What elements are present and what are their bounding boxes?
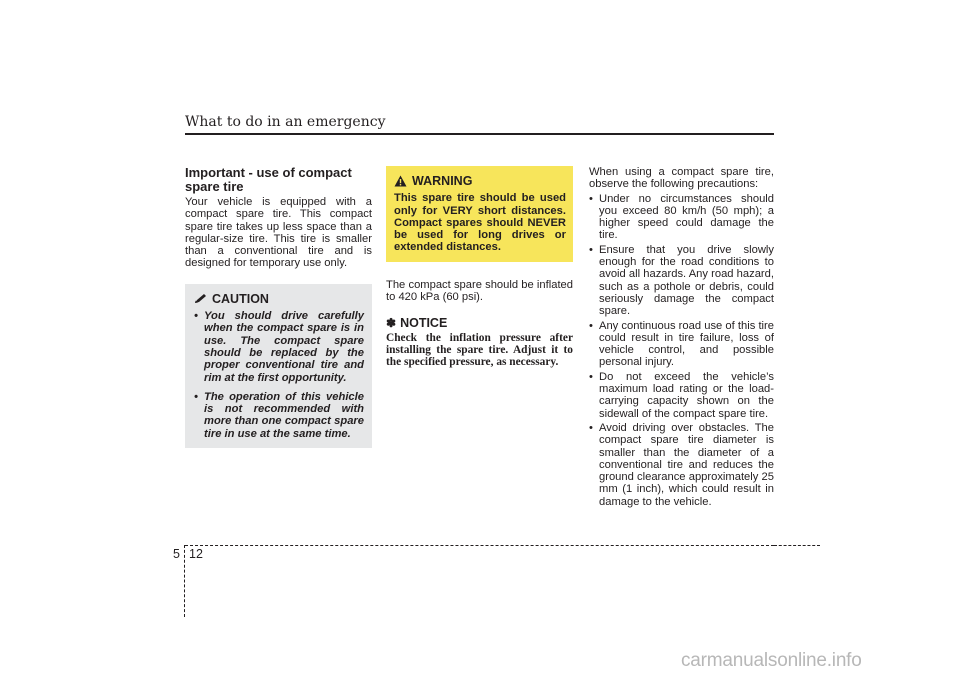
caution-box [185,284,372,448]
precaution-item: • Do not exceed the vehicle’s maximum load rating or the load-carrying capacity shown on the sidewall of the compact spare tire. [589,371,774,420]
chapter-number: 5 [173,547,180,561]
footer-vertical-rule [184,545,185,617]
notice-title [386,317,573,329]
caution-item: • The operation of this vehicle is not recommended with more than one compact spare tire in use at the same time. [194,391,364,440]
caution-label: CAUTION [212,291,269,306]
precaution-item: • Ensure that you drive slowly enough for the road conditions to avoid all hazards. Any road hazard, such as a pothole or debris, could seriously damage the compact spare. [589,244,774,318]
precaution-item: • Avoid driving over obstacles. The compact spare tire diameter is smaller than the diameter of a conventional tire and reduces the ground clearance approximately 25 mm (1 inch), which could result in damage to the vehicle. [589,422,774,508]
pencil-icon [194,293,207,304]
section-title: What to do in an emergency [185,114,386,130]
warning-text: This spare tire should be used only for VERY short distances. Compact spares should NEVER be used for long drives or extended distances. [394,192,566,254]
precautions-intro: When using a compact spare tire, observe the following precautions: [589,166,774,191]
asterisk-icon: ✽ [386,316,397,331]
intro-paragraph: Your vehicle is equipped with a compact spare tire. This compact spare tire takes up less space than a regular-size tire. This tire is smaller than a conventional tire and is designed for temporary use only. [185,196,372,270]
warning-label: WARNING [412,174,473,188]
warning-triangle-icon [394,175,407,187]
notice-text: Check the inflation pressure after installing the spare tire. Adjust it to the specified pressure, as necessary. [386,331,573,369]
page-number: 12 [189,547,203,561]
column-3 [589,166,774,508]
header-rule [185,133,774,135]
caution-item: • You should drive carefully when the compact spare is in use. The compact spare should be replaced by the proper conventional tire and rim at the first opportunity. [194,310,364,384]
precautions-list [589,193,774,508]
footer-rule [185,545,774,546]
topic-heading: Important - use of compact spare tire [185,165,352,194]
caution-list [194,310,364,440]
precaution-item: • Any continuous road use of this tire could result in tire failure, loss of vehicle control, and possible personal injury. [589,320,774,369]
precaution-item: • Under no circumstances should you exceed 80 km/h (50 mph); a higher speed could damage the tire. [589,193,774,242]
footer-rule-extension [774,545,820,546]
watermark: carmanualsonline.info [681,650,862,671]
warning-title [394,175,566,187]
column-1 [185,166,372,448]
warning-box [386,166,573,262]
notice-label: NOTICE [400,316,448,331]
caution-title [194,293,364,305]
column-2 [386,166,573,369]
inflation-paragraph: The compact spare should be inflated to 420 kPa (60 psi). [386,278,573,304]
